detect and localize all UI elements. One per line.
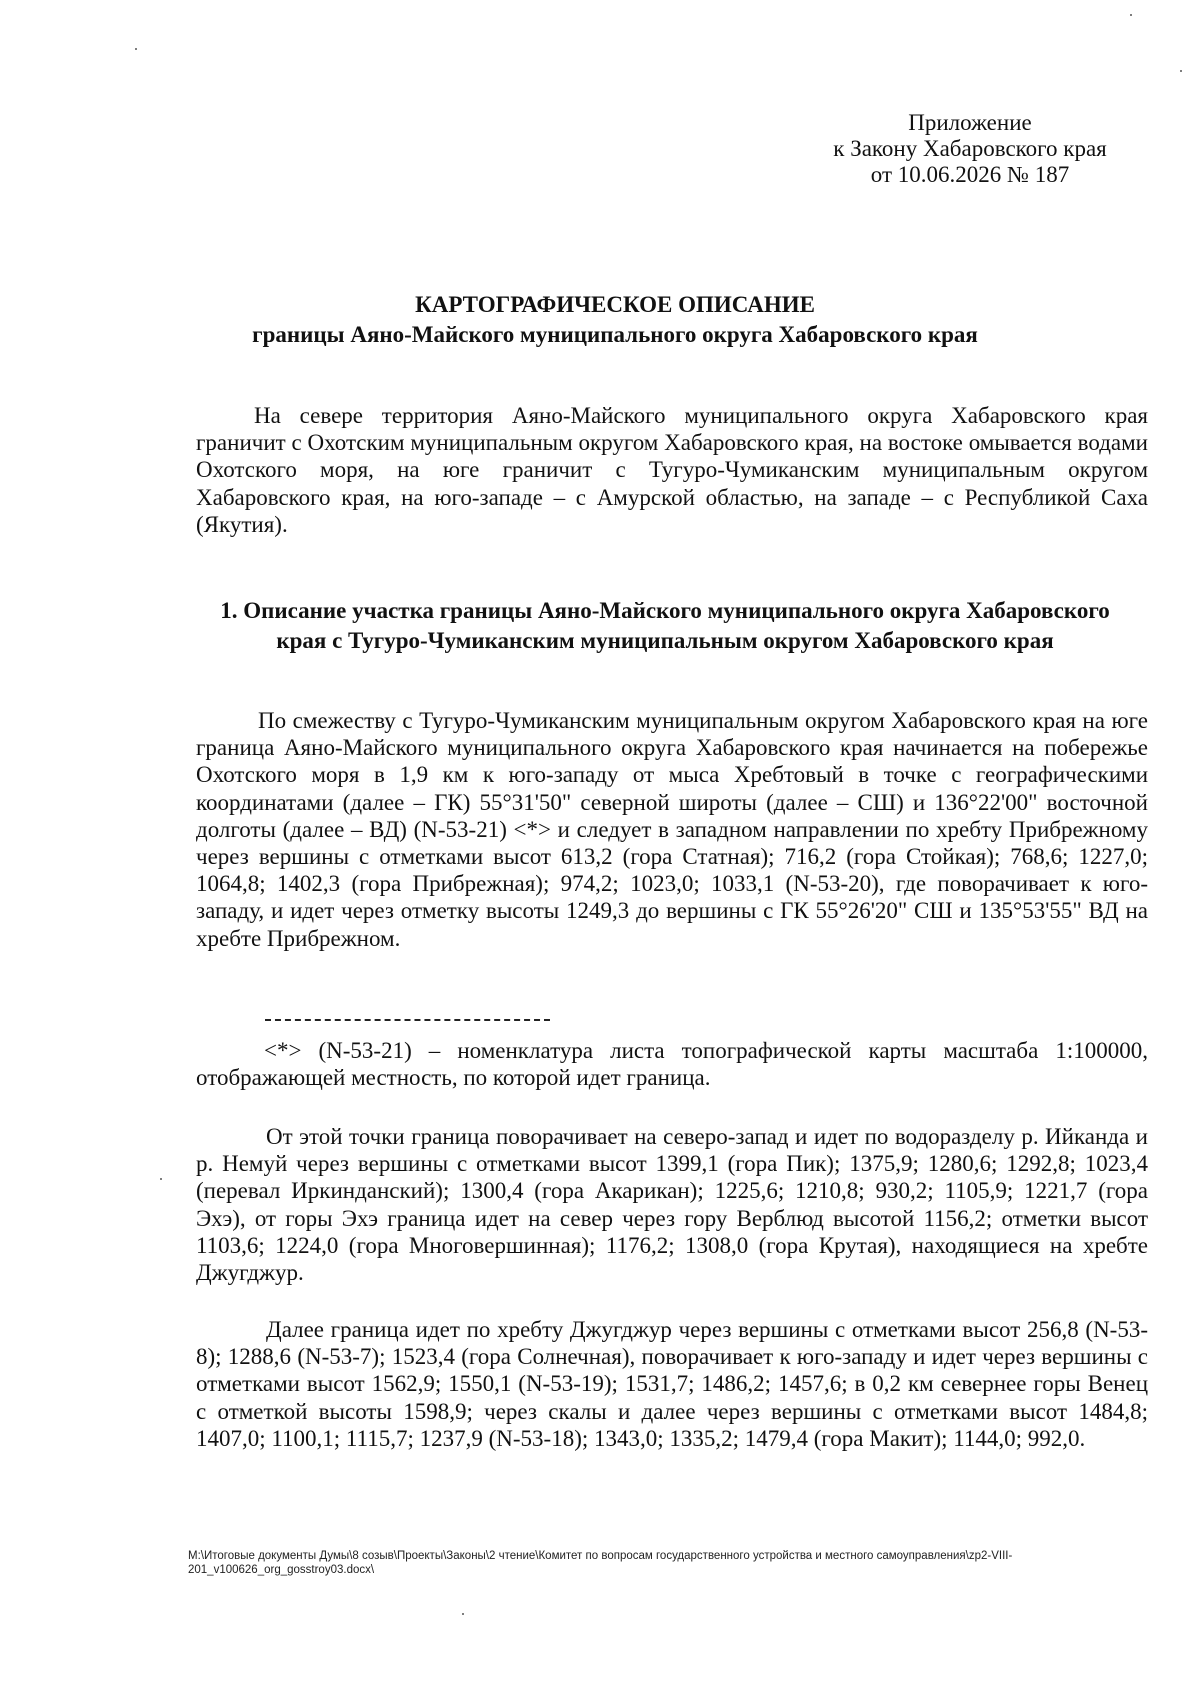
appendix-date-number: от 10.06.2026 № 187 — [870, 162, 1070, 187]
footnote: <*> (N-53-21) – номенклатура листа топографической карты масштаба 1:100000, отображающей местность, по которой идет граница. — [196, 1038, 1148, 1091]
section-1-paragraph-2: От этой точки граница поворачивает на северо-запад и идет по водоразделу р. Ийканда и р. Немуй через вершины с отметками высот 1399,1 (гора Пик); 1375,9; 1280,6; 1292,8; 1023,4 (перевал Иркинданский); 1300,4 (гора Акарикан); 1225,6; 1210,8; 930,2; 1105,9; 1221,7 (гора Эхэ), от горы Эхэ граница идет на север через гору Верблюд высотой 1156,2; отметки высот 1103,6; 1224,0 (гора Многовершинная); 1176,2; 1308,0 (гора Крутая), находящиеся на хребте Джугджур. — [196, 1124, 1148, 1286]
scan-speck — [462, 1613, 464, 1615]
file-path-footer: М:\Итоговые документы Думы\8 созыв\Проекты\Законы\2 чтение\Комитет по вопросам государственного устройства и местного самоуправления\zp2-VIII-201_v100626_org_gosstroy03.docx\ — [188, 1550, 1013, 1576]
appendix-label: Приложение — [908, 110, 1032, 135]
title-subtitle: границы Аяно-Майского муниципального округа Хабаровского края — [252, 322, 978, 347]
title-main: КАРТОГРАФИЧЕСКОЕ ОПИСАНИЕ — [415, 292, 815, 317]
document-title — [190, 290, 1040, 350]
section-1-paragraph-3: Далее граница идет по хребту Джугджур через вершины с отметками высот 256,8 (N-53-8); 1288,6 (N-53-7); 1523,4 (гора Солнечная), поворачивает к юго-западу и идет через вершины с отметками высот 1562,9; 1550,1 (N-53-19); 1531,7; 1486,2; 1457,6; в 0,2 км севернее горы Венец с отметкой высоты 1598,9; через скалы и далее через вершины с отметками высот 1484,8; 1407,0; 1100,1; 1115,7; 1237,9 (N-53-18); 1343,0; 1335,2; 1479,4 (гора Макит); 1144,0; 992,0. — [196, 1317, 1148, 1451]
appendix-header — [800, 110, 1140, 188]
scan-speck — [1130, 14, 1132, 16]
section-1-paragraph-1: По смежеству с Тугуро-Чумиканским муниципальным округом Хабаровского края на юге граница Аяно-Майского муниципального округа Хабаровского края начинается на побережье Охотского моря в 1,9 км к юго-западу от мыса Хребтовый в точке с географическими координатами (далее – ГК) 55°31'50" северной широты (далее – СШ) и 136°22'00" восточной долготы (далее – ВД) (N-53-21) <*> и следует в западном направлении по хребту Прибрежному через вершины с отметками высот 613,2 (гора Статная); 716,2 (гора Стойкая); 768,6; 1227,0; 1064,8; 1402,3 (гора Прибрежная); 974,2; 1023,0; 1033,1 (N-53-20), где поворачивает к юго-западу, и идет через отметку высоты 1249,3 до вершины с ГК 55°26'20" СШ и 135°53'55" ВД на хребте Прибрежном. — [196, 708, 1148, 951]
intro-paragraph: На севере территория Аяно-Майского муниципального округа Хабаровского края граничит с Охотским муниципальным округом Хабаровского края, на востоке омывается водами Охотского моря, на юге граничит с Тугуро-Чумиканским муниципальным округом Хабаровского края, на юго-западе – с Амурской областью, на западе – с Республикой Саха (Якутия). — [196, 403, 1148, 537]
scan-speck — [160, 1178, 162, 1180]
footnote-separator — [265, 1019, 550, 1021]
scan-speck — [1180, 70, 1182, 72]
scan-speck — [135, 48, 137, 50]
appendix-law-reference: к Закону Хабаровского края — [833, 136, 1107, 161]
section-1-heading: 1. Описание участка границы Аяно-Майского муниципального округа Хабаровского края с Тугуро-Чумиканским муниципальным округом Хабаровского края — [220, 598, 1110, 653]
